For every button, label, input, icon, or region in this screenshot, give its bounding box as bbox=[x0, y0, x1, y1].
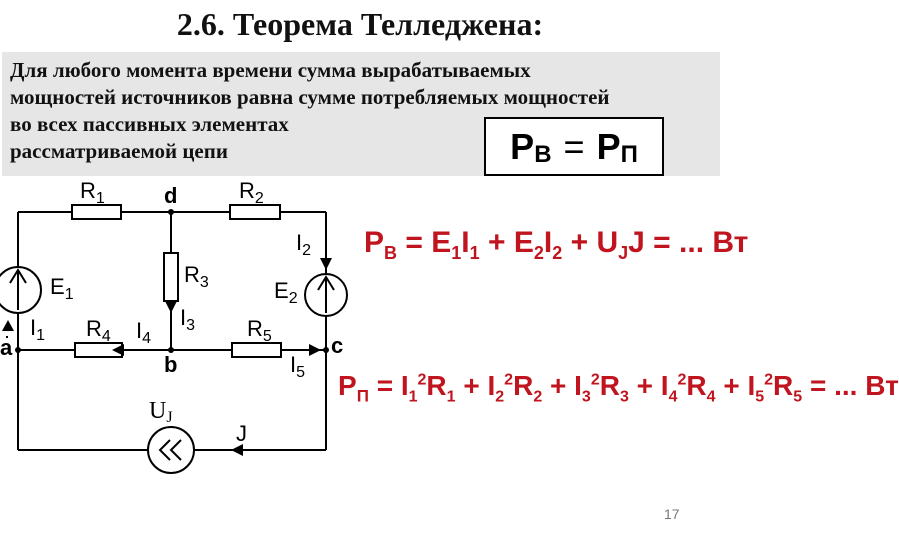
pp-p-sub: П bbox=[356, 386, 369, 406]
pb-i2: I bbox=[543, 226, 553, 259]
label-r3: $R_3$ bbox=[184, 262, 209, 291]
source-e1 bbox=[0, 267, 41, 313]
pb-tail: ... Вт bbox=[679, 226, 749, 259]
label-node-d: d bbox=[164, 183, 178, 208]
pp-term-4: $I_4^2R_4$ bbox=[660, 370, 716, 406]
label-i1: $I_1$ bbox=[30, 315, 46, 344]
label-i3: $I_3$ bbox=[180, 305, 196, 334]
label-r4: $R_4$ bbox=[86, 316, 111, 345]
eq-sign: = bbox=[563, 125, 585, 167]
pb-i2-sub: 2 bbox=[552, 243, 563, 263]
node-c-dot bbox=[323, 347, 329, 353]
arrow-i1-head bbox=[2, 320, 14, 331]
resistor-r3 bbox=[164, 253, 178, 301]
pp-plus-2: + bbox=[550, 370, 567, 401]
pb-p-sub: В bbox=[384, 243, 398, 263]
arrow-i2-head bbox=[320, 258, 332, 270]
eq-lhs-sub: В bbox=[534, 140, 552, 168]
pp-tail: ... Вт bbox=[834, 370, 899, 401]
pb-e2-sub: 2 bbox=[533, 243, 544, 263]
pb-p: P bbox=[364, 226, 385, 259]
eq-rhs-sub: П bbox=[620, 140, 638, 168]
resistor-r5 bbox=[232, 343, 281, 357]
formula-consumer-power bbox=[338, 370, 899, 407]
pb-eq2: = bbox=[653, 226, 671, 259]
label-i2: $I_2$ bbox=[296, 230, 312, 259]
pp-p: P bbox=[338, 370, 357, 401]
pb-eq1: = bbox=[405, 226, 423, 259]
page-number: 17 bbox=[664, 506, 680, 522]
resistor-r1 bbox=[72, 205, 121, 219]
node-a-dot bbox=[15, 347, 21, 353]
slide-title: 2.6. Теорема Телледжена: bbox=[176, 6, 544, 42]
pp-term-2: $I_2^2R_2$ bbox=[487, 370, 543, 406]
pb-e1: E bbox=[431, 226, 452, 259]
definition-line-1: Для любого момента времени сумма вырабатываемых bbox=[10, 58, 531, 82]
definition-line-2: мощностей источников равна сумме потребляемых мощностей bbox=[10, 85, 610, 109]
pp-eq2: = bbox=[809, 370, 827, 401]
label-node-a: a bbox=[0, 335, 13, 360]
pp-plus-1: + bbox=[463, 370, 480, 401]
pp-eq1: = bbox=[376, 370, 394, 401]
pb-j: J bbox=[628, 226, 645, 259]
pb-e1-sub: 1 bbox=[451, 243, 462, 263]
pp-term-5: $I_5^2R_5$ bbox=[747, 370, 803, 406]
label-r1: $R_1$ bbox=[80, 178, 105, 207]
formula-source-power bbox=[364, 226, 748, 264]
pb-e2: E bbox=[513, 226, 534, 259]
label-r5: $R_5$ bbox=[247, 316, 272, 345]
label-i5: $I_5$ bbox=[290, 352, 306, 381]
definition-line-3: во всех пассивных элементах bbox=[10, 112, 289, 136]
label-r2: $R_2$ bbox=[239, 178, 264, 207]
label-uj: UJ bbox=[149, 398, 173, 426]
node-d-dot bbox=[168, 209, 174, 215]
label-e1: $E_1$ bbox=[50, 274, 74, 303]
resistor-r2 bbox=[230, 205, 280, 219]
eq-rhs: P bbox=[596, 125, 621, 167]
pb-i1-sub: 1 bbox=[469, 243, 480, 263]
pb-u-sub: J bbox=[618, 243, 629, 263]
pp-term-3: $I_3^2R_3$ bbox=[574, 370, 629, 406]
source-e2 bbox=[305, 274, 347, 316]
eq-lhs: P bbox=[510, 125, 535, 167]
pb-i1: I bbox=[461, 226, 470, 259]
pp-term-1: $I_1^2R_1$ bbox=[400, 370, 456, 406]
arrow-i3-head bbox=[165, 301, 177, 313]
label-e2: $E_2$ bbox=[274, 278, 298, 307]
pb-plus1: + bbox=[487, 226, 506, 259]
definition-line-4: рассматриваемой цепи bbox=[10, 139, 228, 163]
pb-plus2: + bbox=[570, 226, 589, 259]
label-node-b: b bbox=[164, 352, 178, 377]
pb-u: U bbox=[596, 226, 619, 259]
label-i4: $I_4$ bbox=[136, 318, 152, 347]
pp-plus-3: + bbox=[636, 370, 654, 401]
arrow-i5-head bbox=[309, 344, 321, 356]
label-node-c: c bbox=[331, 333, 344, 358]
label-j: J bbox=[236, 421, 247, 446]
pp-plus-4: + bbox=[723, 370, 740, 401]
current-source-j bbox=[148, 427, 194, 473]
